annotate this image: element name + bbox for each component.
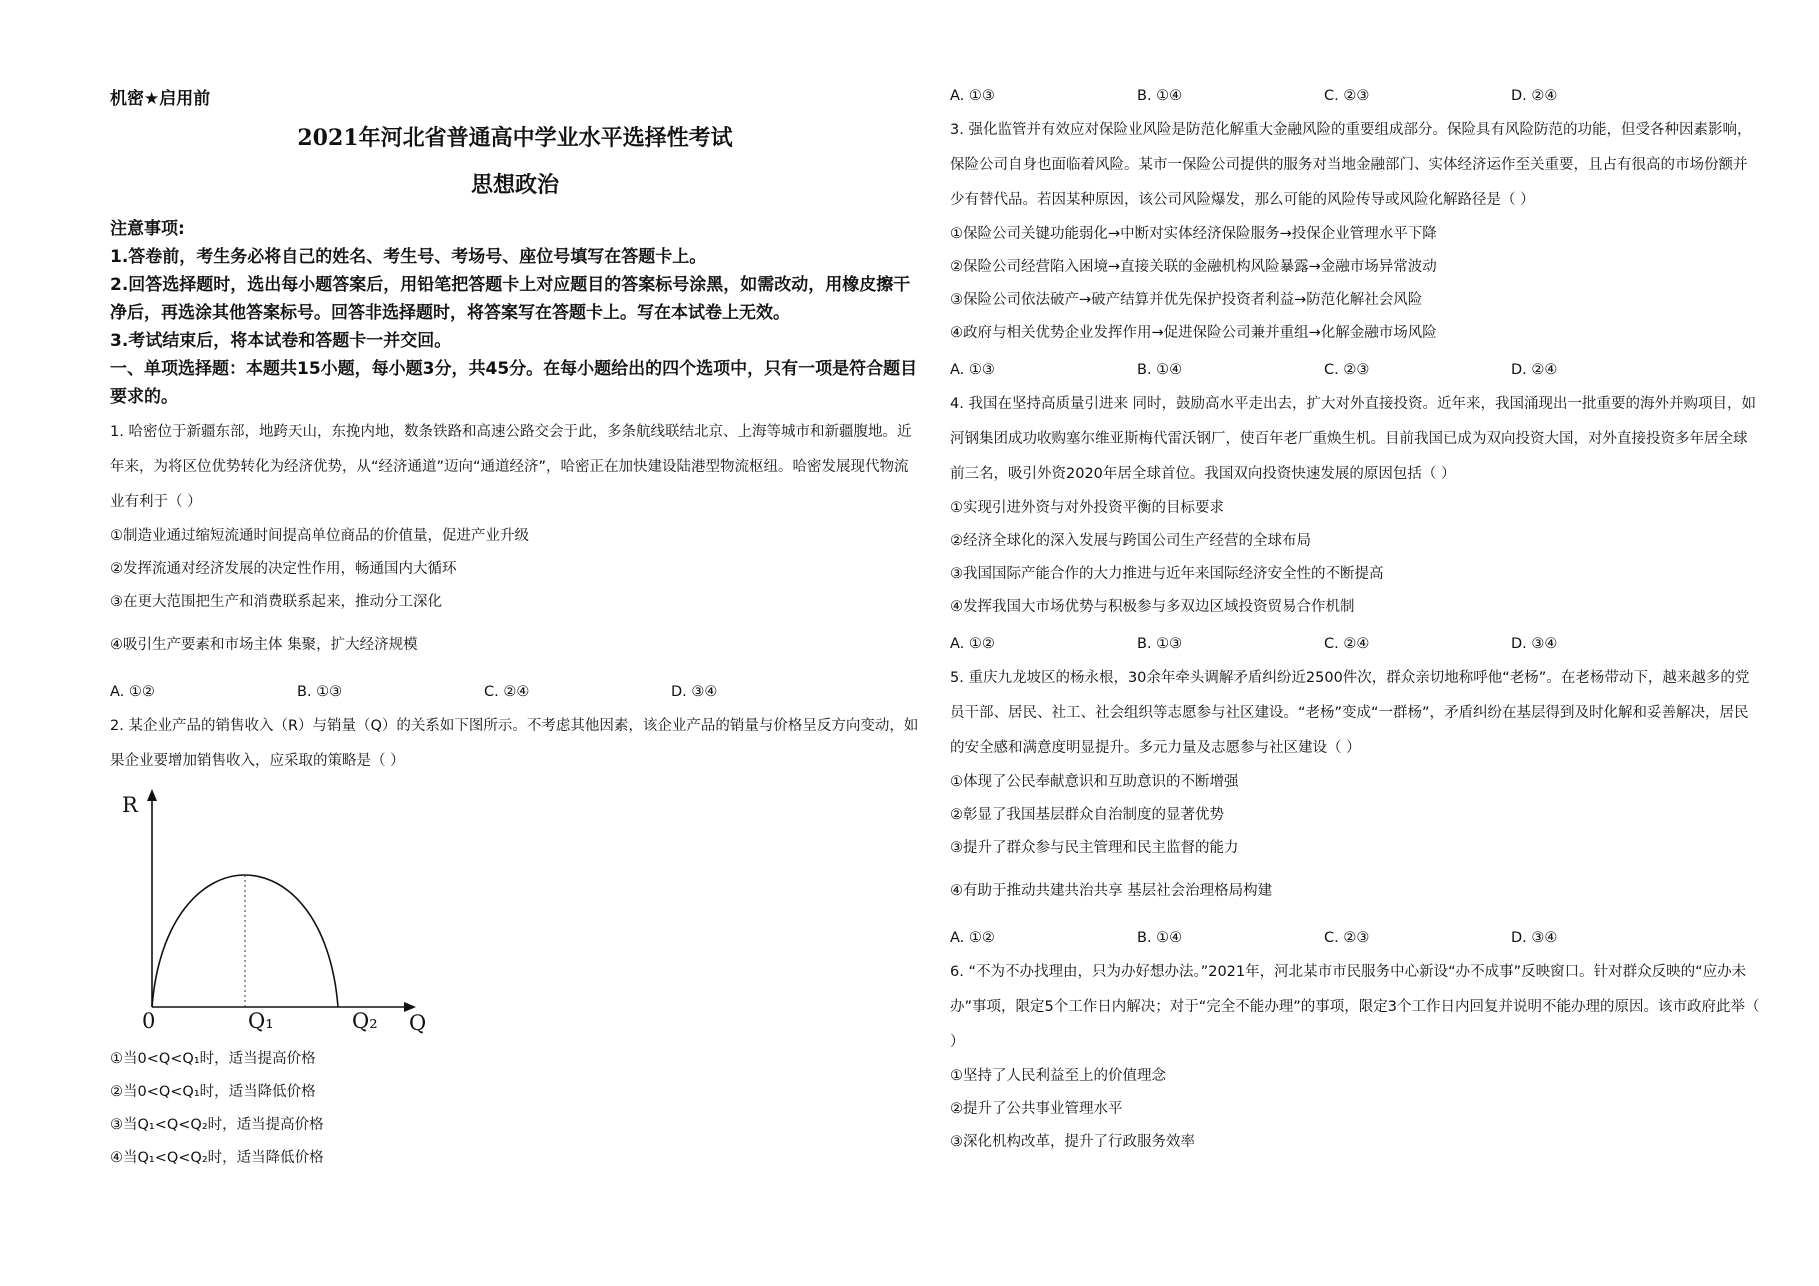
note-item: 1.答卷前，考生务必将自己的姓名、考生号、考场号、座位号填写在答题卡上。 xyxy=(110,247,707,267)
statement-option: ①实现引进外资与对外投资平衡的目标要求 xyxy=(950,500,1224,516)
answer-choices xyxy=(950,628,1760,661)
left-column xyxy=(110,84,920,1175)
statement-option: ④吸引生产要素和市场主体 集聚，扩大经济规模 xyxy=(110,637,418,653)
note-item: 3.考试结束后，将本试卷和答题卡一并交回。 xyxy=(110,331,452,351)
question-stem: 2. 某企业产品的销售收入（R）与销量（Q）的关系如下图所示。不考虑其他因素，该企业产品的销量与价格呈反方向变动，如果企业要增加销售收入，应采取的策略是（ ） xyxy=(110,718,919,769)
choice-c: C. ②④ xyxy=(484,684,530,700)
question-5 xyxy=(950,661,1760,955)
choice-b: B. ①④ xyxy=(1137,88,1183,104)
statement-option: ③提升了群众参与民主管理和民主监督的能力 xyxy=(950,840,1239,856)
question-2 xyxy=(110,709,920,1175)
choice-a: A. ①③ xyxy=(950,362,995,378)
exam-title: 2021年河北省普通高中学业水平选择性考试 xyxy=(297,125,733,151)
question-1 xyxy=(110,415,920,709)
q1-label: Q₁ xyxy=(248,1009,274,1033)
choice-d: D. ②④ xyxy=(1511,362,1558,378)
axis-label-q: Q xyxy=(409,1011,427,1035)
choice-c: C. ②④ xyxy=(1324,636,1370,652)
section-header: 一、单项选择题：本题共15小题，每小题3分，共45分。在每小题给出的四个选项中，只有一项是符合题目要求的。 xyxy=(110,359,918,407)
choice-b: B. ①④ xyxy=(1137,362,1183,378)
question-stem: 5. 重庆九龙坡区的杨永根，30余年牵头调解矛盾纠纷近2500件次，群众亲切地称呼他“老杨”。在老杨带动下，越来越多的党员干部、居民、社工、社会组织等志愿参与社区建设。“老杨”变成“一群杨”，矛盾纠纷在基层得到及时化解和妥善解决，居民的安全感和满意度明显提升。多元力量及志愿参与社区建设（ ） xyxy=(950,670,1750,756)
axis-label-r: R xyxy=(122,793,138,817)
statement-option: ③在更大范围把生产和消费联系起来，推动分工深化 xyxy=(110,594,442,610)
statement-option: ③我国国际产能合作的大力推进与近年来国际经济安全性的不断提高 xyxy=(950,566,1384,582)
statement-option: ④政府与相关优势企业发挥作用→促进保险公司兼并重组→化解金融市场风险 xyxy=(950,325,1437,341)
answer-choices xyxy=(950,922,1760,955)
choice-c: C. ②③ xyxy=(1324,930,1370,946)
question-stem: 3. 强化监管并有效应对保险业风险是防范化解重大金融风险的重要组成部分。保险具有风险防范的功能，但受各种因素影响，保险公司自身也面临着风险。某市一保险公司提供的服务对当地金融部门、实体经济运作至关重要，且占有很高的市场份额并少有替代品。若因某种原因，该公司风险爆发，那么可能的风险传导或风险化解路径是（ ） xyxy=(950,122,1752,208)
answer-choices xyxy=(950,354,1760,387)
statement-option: ①坚持了人民利益至上的价值理念 xyxy=(950,1068,1166,1084)
note-item: 2.回答选择题时，选出每小题答案后，用铅笔把答题卡上对应题目的答案标号涂黑，如需改动，用橡皮擦干净后，再选涂其他答案标号。回答非选择题时，将答案写在答题卡上。写在本试卷上无效。 xyxy=(110,275,911,323)
graph-svg xyxy=(110,787,430,1037)
answer-choices xyxy=(950,80,1760,113)
question-stem: 6. “不为不办找理由，只为办好想办法。”2021年，河北某市市民服务中心新设“办不成事”反映窗口。针对群众反映的“应办未办”事项，限定5个工作日内解决；对于“完全不能办理”的事项，限定3个工作日内回复并说明不能办理的原因。该市政府此举（ ） xyxy=(950,964,1760,1050)
y-axis-arrow xyxy=(147,789,157,801)
statement-option: ③深化机构改革，提升了行政服务效率 xyxy=(950,1134,1195,1150)
statement-option: ①体现了公民奉献意识和互助意识的不断增强 xyxy=(950,774,1239,790)
choice-d: D. ②④ xyxy=(1511,88,1558,104)
answer-choices xyxy=(110,676,920,709)
choice-a: A. ①② xyxy=(950,636,995,652)
question-6 xyxy=(950,955,1760,1159)
statement-option: ①制造业通过缩短流通时间提高单位商品的价值量，促进产业升级 xyxy=(110,528,529,544)
origin-label: 0 xyxy=(142,1009,156,1033)
question-4 xyxy=(950,387,1760,661)
statement-option: ②提升了公共事业管理水平 xyxy=(950,1101,1123,1117)
statement-option: ②当0<Q<Q₁时，适当降低价格 xyxy=(110,1084,316,1100)
statement-option: ②保险公司经营陷入困境→直接关联的金融机构风险暴露→金融市场异常波动 xyxy=(950,259,1437,275)
choice-a: A. ①② xyxy=(950,930,995,946)
choice-d: D. ③④ xyxy=(1511,930,1558,946)
statement-option: ②经济全球化的深入发展与跨国公司生产经营的全球布局 xyxy=(950,533,1311,549)
choice-b: B. ①④ xyxy=(1137,930,1183,946)
statement-option: ①保险公司关键功能弱化→中断对实体经济保险服务→投保企业管理水平下降 xyxy=(950,226,1437,242)
statement-option: ②发挥流通对经济发展的决定性作用，畅通国内大循环 xyxy=(110,561,457,577)
notes-title: 注意事项: xyxy=(110,219,185,239)
choice-a: A. ①③ xyxy=(950,88,995,104)
choice-c: C. ②③ xyxy=(1324,362,1370,378)
statement-option: ②彰显了我国基层群众自治制度的显著优势 xyxy=(950,807,1224,823)
statement-option: ④有助于推动共建共治共享 基层社会治理格局构建 xyxy=(950,883,1273,899)
choice-a: A. ①② xyxy=(110,684,155,700)
statement-option: ③保险公司依法破产→破产结算并优先保护投资者利益→防范化解社会风险 xyxy=(950,292,1423,308)
statement-option: ①当0<Q<Q₁时，适当提高价格 xyxy=(110,1051,316,1067)
statement-option: ④当Q₁<Q<Q₂时，适当降低价格 xyxy=(110,1150,324,1166)
choice-d: D. ③④ xyxy=(1511,636,1558,652)
subject-title: 思想政治 xyxy=(470,173,559,198)
revenue-sales-graph xyxy=(110,787,430,1037)
statement-option: ④发挥我国大市场优势与积极参与多双边区域投资贸易合作机制 xyxy=(950,599,1355,615)
choice-b: B. ①③ xyxy=(297,684,343,700)
choice-d: D. ③④ xyxy=(671,684,718,700)
confidential-mark: 机密★启用前 xyxy=(110,89,211,109)
statement-option: ③当Q₁<Q<Q₂时，适当提高价格 xyxy=(110,1117,324,1133)
right-column xyxy=(950,84,1760,1159)
choice-b: B. ①③ xyxy=(1137,636,1183,652)
question-stem: 4. 我国在坚持高质量引进来 同时，鼓励高水平走出去，扩大对外直接投资。近年来，我国涌现出一批重要的海外并购项目，如河钢集团成功收购塞尔维亚斯梅代雷沃钢厂，使百年老厂重焕生机。目前我国已成为双向投资大国，对外直接投资多年居全球前三名，吸引外资2020年居全球首位。我国双向投资快速发展的原因包括（ ） xyxy=(950,396,1757,482)
question-stem: 1. 哈密位于新疆东部，地跨天山，东挽内地，数条铁路和高速公路交会于此，多条航线联结北京、上海等城市和新疆腹地。近年来，为将区位优势转化为经济优势，从“经济通道”迈向“通道经济”，哈密正在加快建设陆港型物流枢纽。哈密发展现代物流业有利于（ ） xyxy=(110,424,912,510)
q2-label: Q₂ xyxy=(352,1009,378,1033)
choice-c: C. ②③ xyxy=(1324,88,1370,104)
question-3 xyxy=(950,113,1760,387)
